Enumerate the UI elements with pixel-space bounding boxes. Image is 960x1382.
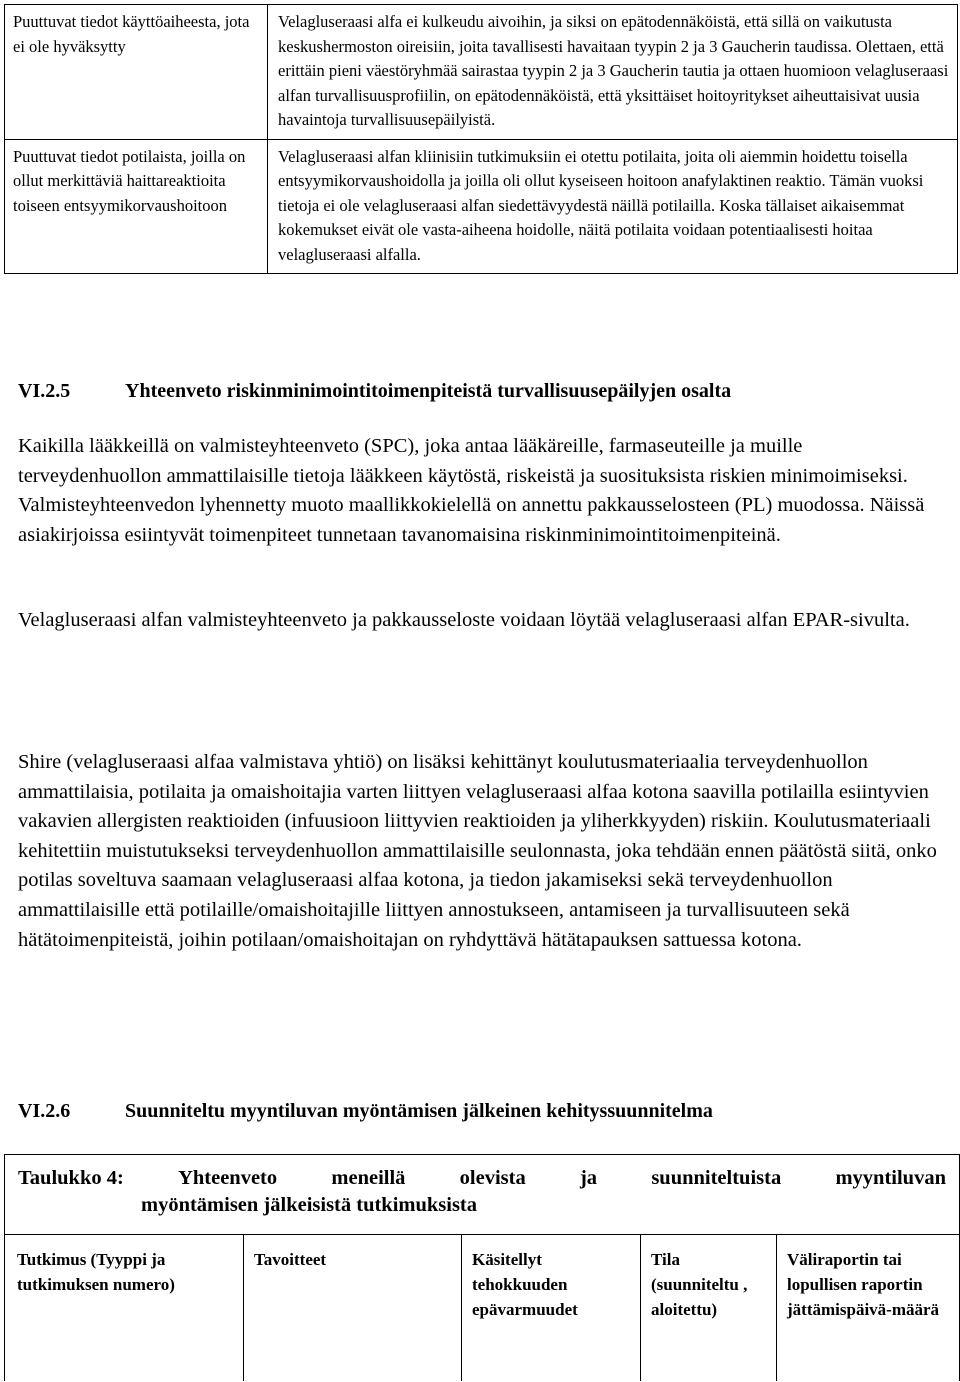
- risk-table: [4, 4, 958, 274]
- caption-word: meneillä: [331, 1167, 406, 1189]
- caption-line: myöntämisen jälkeisistä tutkimuksista: [141, 1194, 478, 1216]
- studies-table: [4, 1154, 960, 1381]
- caption-word: olevista: [459, 1167, 526, 1189]
- section-title: Suunniteltu myyntiluvan myöntämisen jälkeinen kehityssuunnitelma: [125, 1100, 713, 1122]
- row-label: Puuttuvat tiedot potilaista, joilla on ollut merkittäviä haittareaktioita toiseen entsyymikorvaushoitoon: [5, 139, 268, 274]
- section-title: Yhteenveto riskinminimointitoimenpiteistä turvallisuusepäilyjen osalta: [125, 380, 732, 402]
- caption-word: myyntiluvan: [835, 1167, 946, 1189]
- paragraph-text: Velagluseraasi alfan valmisteyhteenveto ja pakkausseloste voidaan löytää velagluseraasi alfan EPAR-sivulta.: [18, 609, 910, 631]
- caption-word: suunniteltuista: [651, 1167, 782, 1189]
- paragraph-text: Kaikilla lääkkeillä on valmisteyhteenveto (SPC), joka antaa lääkäreille, farmaseuteille ja muille terveydenhuollon ammattilaisille tietoja lääkkeen käytöstä, riskeistä ja suosituksista riskien minimoimiseksi. Valmisteyhteenvedon lyhennetty muoto maallikkokielellä on annettu pakkausselosteen (PL) muodossa. Näissä asiakirjoissa esiintyvät toimenpiteet tunnetaan tavanomaisina riskinminimointitoimenpiteinä.: [18, 435, 925, 546]
- paragraph-text: Shire (velagluseraasi alfaa valmistava yhtiö) on lisäksi kehittänyt koulutusmateriaalia terveydenhuollon ammattilaisia, potilaita ja omaishoitajia varten liittyen velagluseraasi alfaa kotona saavilla potilailla esiintyvien vakavien allergisten reaktioiden (infuusioon liittyvien reaktioiden ja yliherkkyyden) riskiin. Koulutusmateriaali kehitettiin muistutukseksi terveydenhuollon ammattilaisille seulonnasta, joka tehdään ennen päätöstä siitä, onko potilas soveltuva saamaan velagluseraasi alfaa kotona, ja tiedon jakamiseksi sekä terveydenhuollon ammattilaisille että potilaille/omaishoitajille liittyen annostukseen, antamiseen ja turvallisuuteen sekä hätätoimenpiteistä, joihin potilaan/omaishoitajan on ryhdyttävä hätätapauksen sattuessa kotona.: [18, 751, 937, 951]
- column-divider: [640, 1234, 641, 1381]
- column-divider: [243, 1234, 244, 1381]
- table-divider: [5, 1234, 959, 1235]
- column-divider: [776, 1234, 777, 1381]
- caption-word: ja: [579, 1167, 598, 1189]
- row-label: Puuttuvat tiedot käyttöaiheesta, jota ei ole hyväksytty: [5, 5, 268, 140]
- row-content: Velagluseraasi alfan kliinisiin tutkimuksiin ei otettu potilaita, joita oli aiemmin hoidettu toisella entsyymikorvaushoidolla ja joilla oli ollut kyseiseen hoitoon anafylaktinen reaktio. Tämän vuoksi tietoja ei ole velagluseraasi alfan siedettävyydestä näillä potilailla. Koska tällaiset aikaisemmat kokemukset eivät ole vasta-aiheena hoidolle, näitä potilaita voidaan potentiaalisesti hoitaa velagluseraasi alfalla.: [268, 139, 958, 274]
- table-row: [5, 5, 958, 140]
- table-row: [5, 139, 958, 274]
- body-paragraph: [18, 606, 942, 636]
- body-paragraph: [18, 432, 942, 550]
- column-header-study: Tutkimus (Tyyppi ja tutkimuksen numero): [17, 1250, 175, 1294]
- column-header-objectives: Tavoitteet: [254, 1250, 327, 1269]
- caption-word: Taulukko 4:: [18, 1167, 124, 1189]
- section-number: VI.2.6: [18, 1100, 71, 1122]
- column-header-uncertainties: Käsitellyt tehokkuuden epävarmuudet: [472, 1250, 578, 1319]
- body-paragraph: [18, 748, 942, 955]
- row-content: Velagluseraasi alfa ei kulkeudu aivoihin, ja siksi on epätodennäköistä, että sillä on vaikutusta keskushermoston oireisiin, joita tavallisesti havaitaan tyypin 2 ja 3 Gaucherin taudissa. Olettaen, että erittäin pieni väestöryhmää sairastaa tyypin 2 ja 3 Gaucherin tautia ja ottaen huomioon velagluseraasi alfan turvallisuusprofiilin, on epätodennäköistä, että yksittäiset hoitoyritykset aiheuttaisivat uusia havaintoja turvallisuusepäilyistä.: [268, 5, 958, 140]
- section-number: VI.2.5: [18, 380, 71, 402]
- table-caption: [18, 1165, 946, 1219]
- caption-word: Yhteenveto: [178, 1167, 278, 1189]
- column-header-report-date: Väliraportin tai lopullisen raportin jättämispäivä-määrä: [787, 1250, 940, 1319]
- column-divider: [461, 1234, 462, 1381]
- column-header-status: Tila (suunniteltu , aloitettu): [651, 1250, 748, 1319]
